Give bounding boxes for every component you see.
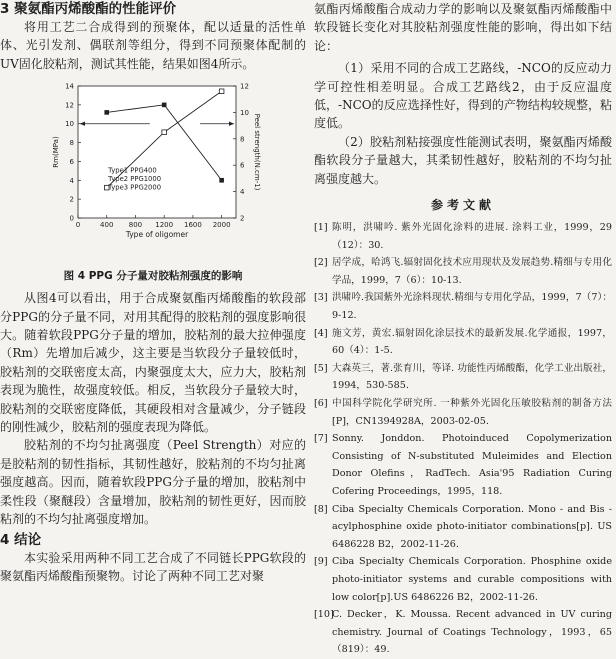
reference-text: 陈明，洪啸吟. 紫外光固化涂料的进展. 涂料工业，1999，29（12）：30. [332, 222, 612, 251]
peel-strength-paragraph: 胶粘剂的不均匀扯离强度（Peel Strength）对应的是胶粘剂的韧性指标，其韧性越好，胶粘剂的不均匀扯离强度越高。因而，随着软段PPG分子量的增加，胶粘剂中柔性段（聚醚段）含量增加，胶粘剂的韧性更好，因而胶粘剂的不均匀扯离强度增加。 [0, 438, 306, 527]
x-tick-label: 2000 [212, 221, 231, 230]
reference-text: Ciba Specialty Chemicals Corporation. Phosphine oxide photo-initiator systems and curable compositions with low color[p].US 6486226 B2，2002-11-26. [332, 556, 612, 603]
reference-item [314, 254, 612, 289]
reference-text: 洪啸吟.我国紫外光涂料现状.精细与专用化学品，1999，7（7）：9-12. [332, 292, 612, 322]
y-right-tick-label: 8 [240, 135, 245, 144]
y-left-axis-label: Rm(MPa) [52, 136, 60, 168]
conclusion-2: （2）胶粘剂粘接强度性能测试表明，聚氨酯丙烯酸酯软段分子量越大，其柔韧性越好，胶粘剂的不均匀扯离强度越大。 [314, 134, 612, 186]
y-right-axis-label: Peel strength(N.cm-1) [253, 113, 261, 191]
data-point [104, 110, 109, 115]
x-axis-label: Type of oligomer [125, 230, 189, 240]
y-left-tick-label: 12 [65, 101, 74, 110]
x-tick-label: 400 [100, 221, 114, 230]
y-left-tick-label: 14 [65, 82, 74, 91]
y-right-tick-label: 6 [240, 161, 245, 170]
reference-item [314, 219, 612, 254]
reference-number: [2] [314, 257, 328, 269]
reference-item [314, 501, 612, 554]
y-left-tick-label: 0 [69, 214, 74, 223]
conclusion-1: （1）采用不同的合成工艺路线，-NCO的反应动力学可控性相差明显。合成工艺路线2，由于反应温度低，-NCO的反应选择性好，得到的产物结构较规整，粘度低。 [314, 61, 612, 131]
reference-number: [8] [314, 503, 328, 515]
reference-item [314, 360, 612, 395]
reference-number: [10] [314, 609, 334, 621]
reference-text: 施文芳，黄宏.辐射固化涂层技术的最新发展.化学通报，1997，60（4）：1-5. [332, 327, 612, 357]
reference-number: [9] [314, 556, 328, 568]
reference-item [314, 395, 612, 430]
y-right-tick-label: 2 [240, 214, 245, 223]
data-point [219, 89, 224, 94]
section-4-heading: 4 结论 [0, 531, 42, 548]
section-4-paragraph: 本实验采用两种不同工艺合成了不同链长PPG软段的聚氨酯丙烯酸酯预聚物。讨论了两种不同工艺对聚 [0, 550, 306, 583]
legend-entry: Type2 PPG1000 [108, 175, 162, 184]
legend-entry: Type1 PPG400 [108, 166, 157, 175]
left-column [0, 0, 306, 585]
data-point [162, 130, 167, 135]
data-point [162, 103, 167, 108]
reference-text: C. Decker，K. Moussa. Recent advanced in UV curing chemistry. Journal of Coatings Technology，1993，65（819）：49. [332, 609, 612, 656]
section-3-paragraph: 将用工艺二合成得到的预聚体，配以适量的活性单体、光引发剂、偶联剂等组分，得到不同预聚体配制的UV固化胶粘剂，测试其性能，结果如图4所示。 [0, 20, 306, 71]
right-top-paragraph: 氨酯丙烯酸酯合成动力学的影响以及聚氨酯丙烯酸酯中软段链长变化对其胶粘剂强度性能的影响，得出如下结论： [314, 2, 612, 53]
x-tick-label: 1200 [155, 221, 174, 230]
legend-entry: Type3 PPG2000 [108, 183, 162, 192]
reference-text: 大森英三，著.张育川，等译. 功能性丙烯酸酯，化学工业出版社，1994，530-585. [332, 362, 612, 392]
figure-4-caption: 图 4 PPG 分子量对胶粘剂强度的影响 [63, 270, 243, 283]
reference-number: [1] [314, 222, 328, 234]
reference-item [314, 430, 612, 500]
reference-text: Sonny. Jonddon. Photoinduced Copolymerization Consisting of N-substituted Muleimides and Election Donor Olefins，RadTech. Asia'95 Radiation Curing Cofering Proceedings，1995，118. [332, 433, 612, 497]
reference-number: [5] [314, 362, 328, 374]
x-tick-label: 800 [128, 221, 143, 230]
reference-item [314, 606, 612, 659]
y-left-tick-label: 4 [69, 177, 74, 186]
x-tick-label: 0 [75, 221, 81, 230]
figure-4-chart [0, 76, 306, 266]
reference-number: [4] [314, 327, 328, 339]
reference-item [314, 325, 612, 360]
right-column [314, 0, 612, 659]
y-left-tick-label: 8 [69, 139, 74, 148]
reference-item [314, 553, 612, 606]
reference-text: 居学成，哈鸿飞.辐射固化技术应用现状及发展趋势.精细与专用化学品，1999，7（6）：10-13. [332, 257, 612, 286]
section-3-heading: 3 聚氨酯丙烯酸酯的性能评价 [0, 1, 177, 17]
figure-4 [0, 76, 306, 266]
reference-text: 中国科学院化学研究所. 一种紫外光固化压敏胶粘剂的制备方法[P]，CN1394928A，2003-02-05. [332, 398, 612, 427]
y-left-tick-label: 10 [65, 120, 74, 129]
data-point [219, 178, 224, 183]
references-list [314, 219, 612, 659]
x-tick-label: 1600 [183, 221, 202, 230]
figure-discussion-paragraph: 从图4可以看出，用于合成聚氨酯丙烯酸酯的软段部分PPG的分子量不同，对用其配得的胶粘剂的强度影响很大。随着软段PPG分子量的增加，胶粘剂的最大拉伸强度（Rm）先增加后减少，这主要是当软段分子量较低时，胶粘剂的交联密度太高，内聚强度太大，应力大，胶粘剂表现为脆性，故强度较低。相反，当软段分子量较大时，胶粘剂的交联密度降低，其硬段相对含量减少，分子链段的刚性减少，胶粘剂的强度表现为降低。 [0, 291, 306, 435]
reference-number: [6] [314, 398, 328, 409]
y-left-tick-label: 2 [69, 195, 74, 204]
reference-number: [7] [314, 433, 328, 445]
y-right-tick-label: 12 [240, 82, 249, 91]
reference-number: [3] [314, 292, 328, 304]
y-left-tick-label: 6 [69, 158, 74, 167]
reference-text: Ciba Specialty Chemicals Corporation. Mono - and Bis -acylphosphine oxide photo-initiator combinations[p]. US 6486228 B2，2002-11-26. [332, 503, 612, 550]
y-right-tick-label: 4 [240, 188, 245, 197]
y-right-tick-label: 10 [240, 109, 249, 118]
reference-item [314, 289, 612, 324]
references-title: 参考文献 [430, 198, 495, 213]
